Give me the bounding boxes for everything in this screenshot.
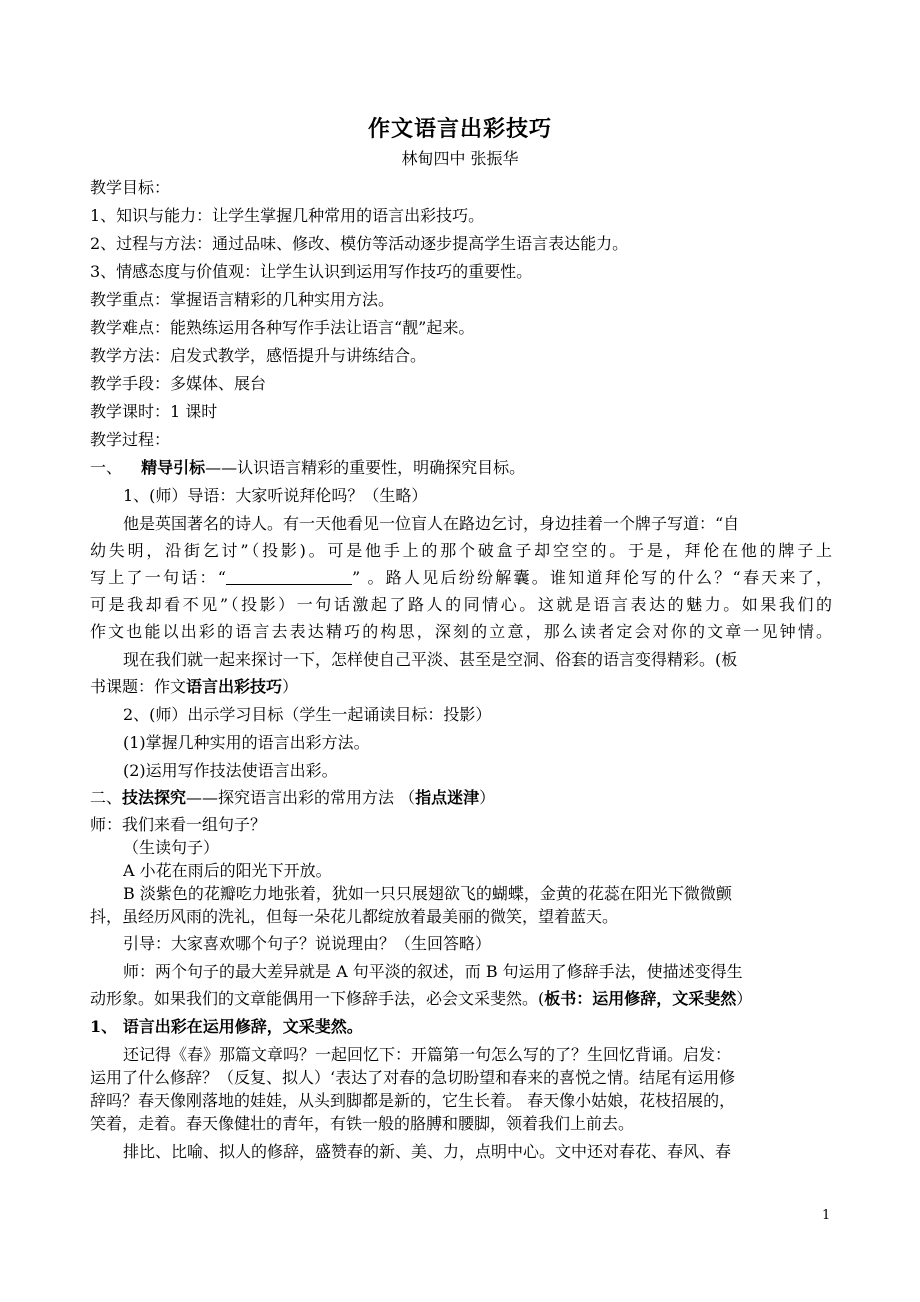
text-line: （生读句子） bbox=[123, 838, 220, 857]
text-line: 现在我们就一起来探讨一下，怎样使自己平淡、甚至是空洞、俗套的语言变得精彩。(板 bbox=[123, 650, 738, 669]
text-line: 引导：大家喜欢哪个句子？说说理由？（生回答略） bbox=[123, 934, 492, 953]
section-keyword: 精导引标 bbox=[141, 458, 206, 477]
text-line: 3、情感态度与价值观：让学生认识到运用写作技巧的重要性。 bbox=[90, 262, 533, 281]
text-line: 可是我却看不见”（投影）一句话激起了路人的同情心。这就是语言表达的魅力。如果我们的 bbox=[90, 595, 832, 614]
text-line bbox=[90, 989, 752, 1009]
text-line: 教学目标： bbox=[90, 178, 171, 197]
text-line: 师：两个句子的最大差异就是 A 句平淡的叙述，而 B 句运用了修辞手法，使描述变得生 bbox=[123, 962, 743, 981]
text-segment: ） bbox=[282, 677, 299, 696]
document-author: 林甸四中 张振华 bbox=[401, 149, 519, 168]
text-line: (2)运用写作技法使语言出彩。 bbox=[123, 761, 338, 780]
text-line: 排比、比喻、拟人的修辞，盛赞春的新、美、力，点明中心。文中还对春花、春风、春 bbox=[123, 1142, 732, 1161]
text-line: 抖，虽经历风雨的洗礼，但每一朵花儿都绽放着最美丽的微笑，望着蓝天。 bbox=[90, 907, 619, 926]
section-number: 二、 bbox=[90, 788, 123, 807]
text-line: 幼失明，沿街乞讨”（投影)。可是他手上的那个破盒子却空空的。于是，拜伦在他的牌子上 bbox=[90, 541, 832, 560]
text-segment: 写上了一句话：“ bbox=[90, 568, 226, 587]
text-segment: ） bbox=[736, 989, 753, 1008]
subsection-heading bbox=[90, 1017, 363, 1037]
text-line: 1、知识与能力：让学生掌握几种常用的语言出彩技巧。 bbox=[90, 206, 485, 225]
bold-segment: 板书：运用修辞，文采斐然 bbox=[544, 989, 737, 1008]
text-line: 运用了什么修辞？（反复、拟人）‘表达了对春的急切盼望和春来的喜悦之情。结尾有运用修 bbox=[90, 1068, 736, 1087]
bold-segment: 运用修辞，文采斐然。 bbox=[202, 1017, 363, 1036]
text-line: 笑着，走着。春天像健壮的青年，有铁一般的胳膊和腰脚，领着我们上前去。 bbox=[90, 1114, 635, 1133]
text-line: 师：我们来看一组句子？ bbox=[90, 815, 267, 834]
text-line: 2、(师）出示学习目标（学生一起诵读目标：投影） bbox=[123, 705, 492, 724]
section-note: 指点迷津 bbox=[415, 788, 480, 807]
text-line: 辞吗？春天像刚落地的娃娃，从头到脚都是新的，它生长着。 春天像小姑娘，花枝招展的， bbox=[90, 1091, 736, 1110]
page-number: 1 bbox=[822, 1208, 831, 1223]
section-number: 一、 bbox=[90, 458, 128, 477]
text-line: 教学课时：1 课时 bbox=[90, 402, 218, 421]
fill-in-blank bbox=[226, 570, 352, 585]
section-subtitle: ——认识语言精彩的重要性，明确探究目标。 bbox=[205, 458, 526, 477]
text-line: 教学方法：启发式教学，感悟提升与讲练结合。 bbox=[90, 346, 427, 365]
section-keyword: 技法探究 bbox=[122, 788, 187, 807]
text-segment: ） bbox=[479, 788, 496, 807]
text-segment: 动形象。如果我们的文章能偶用一下修辞手法，必会文采斐然。( bbox=[90, 989, 545, 1008]
text-line: 教学过程： bbox=[90, 430, 171, 449]
text-line: 2、过程与方法：通过品味、修改、模仿等活动逐步提高学生语言表达能力。 bbox=[90, 234, 629, 253]
text-segment: 1、 语言出彩在 bbox=[90, 1017, 203, 1036]
text-line: 教学重点：掌握语言精彩的几种实用方法。 bbox=[90, 290, 395, 309]
text-line: (1)掌握几种实用的语言出彩方法。 bbox=[123, 733, 370, 752]
text-line: 他是英国著名的诗人。有一天他看见一位盲人在路边乞讨，身边挂着一个牌子写道：“自 bbox=[123, 514, 740, 533]
section-heading-one bbox=[90, 458, 525, 478]
text-segment: 书课题：作文 bbox=[90, 677, 187, 696]
text-line: 还记得《春》那篇文章吗？一起回忆下：开篇第一句怎么写的了？生回忆背诵。启发： bbox=[123, 1045, 732, 1064]
text-line bbox=[90, 677, 298, 697]
text-line: A 小花在雨后的阳光下开放。 bbox=[123, 861, 332, 880]
text-line: 教学难点：能熟练运用各种写作手法让语言“靓”起来。 bbox=[90, 318, 475, 337]
text-segment: ” 。路人见后纷纷解囊。谁知道拜伦写的什么？“春天来了， bbox=[351, 568, 832, 587]
text-line: 1、(师）导语：大家听说拜伦吗？（生略） bbox=[123, 486, 428, 505]
section-heading-two bbox=[90, 788, 495, 808]
text-line: 教学手段：多媒体、展台 bbox=[90, 374, 267, 393]
bold-segment: 语言出彩技巧 bbox=[186, 677, 283, 696]
section-subtitle: ——探究语言出彩的常用方法 （ bbox=[186, 788, 416, 807]
text-line: 作文也能以出彩的语言去表达精巧的构思，深刻的立意，那么读者定会对你的文章一见钟情。 bbox=[90, 622, 832, 641]
document-title: 作文语言出彩技巧 bbox=[367, 116, 552, 142]
text-line-with-blank bbox=[90, 568, 832, 588]
text-line: B 淡紫色的花瓣吃力地张着，犹如一只只展翅欲飞的蝴蝶，金黄的花蕊在阳光下微微颤 bbox=[123, 884, 732, 903]
